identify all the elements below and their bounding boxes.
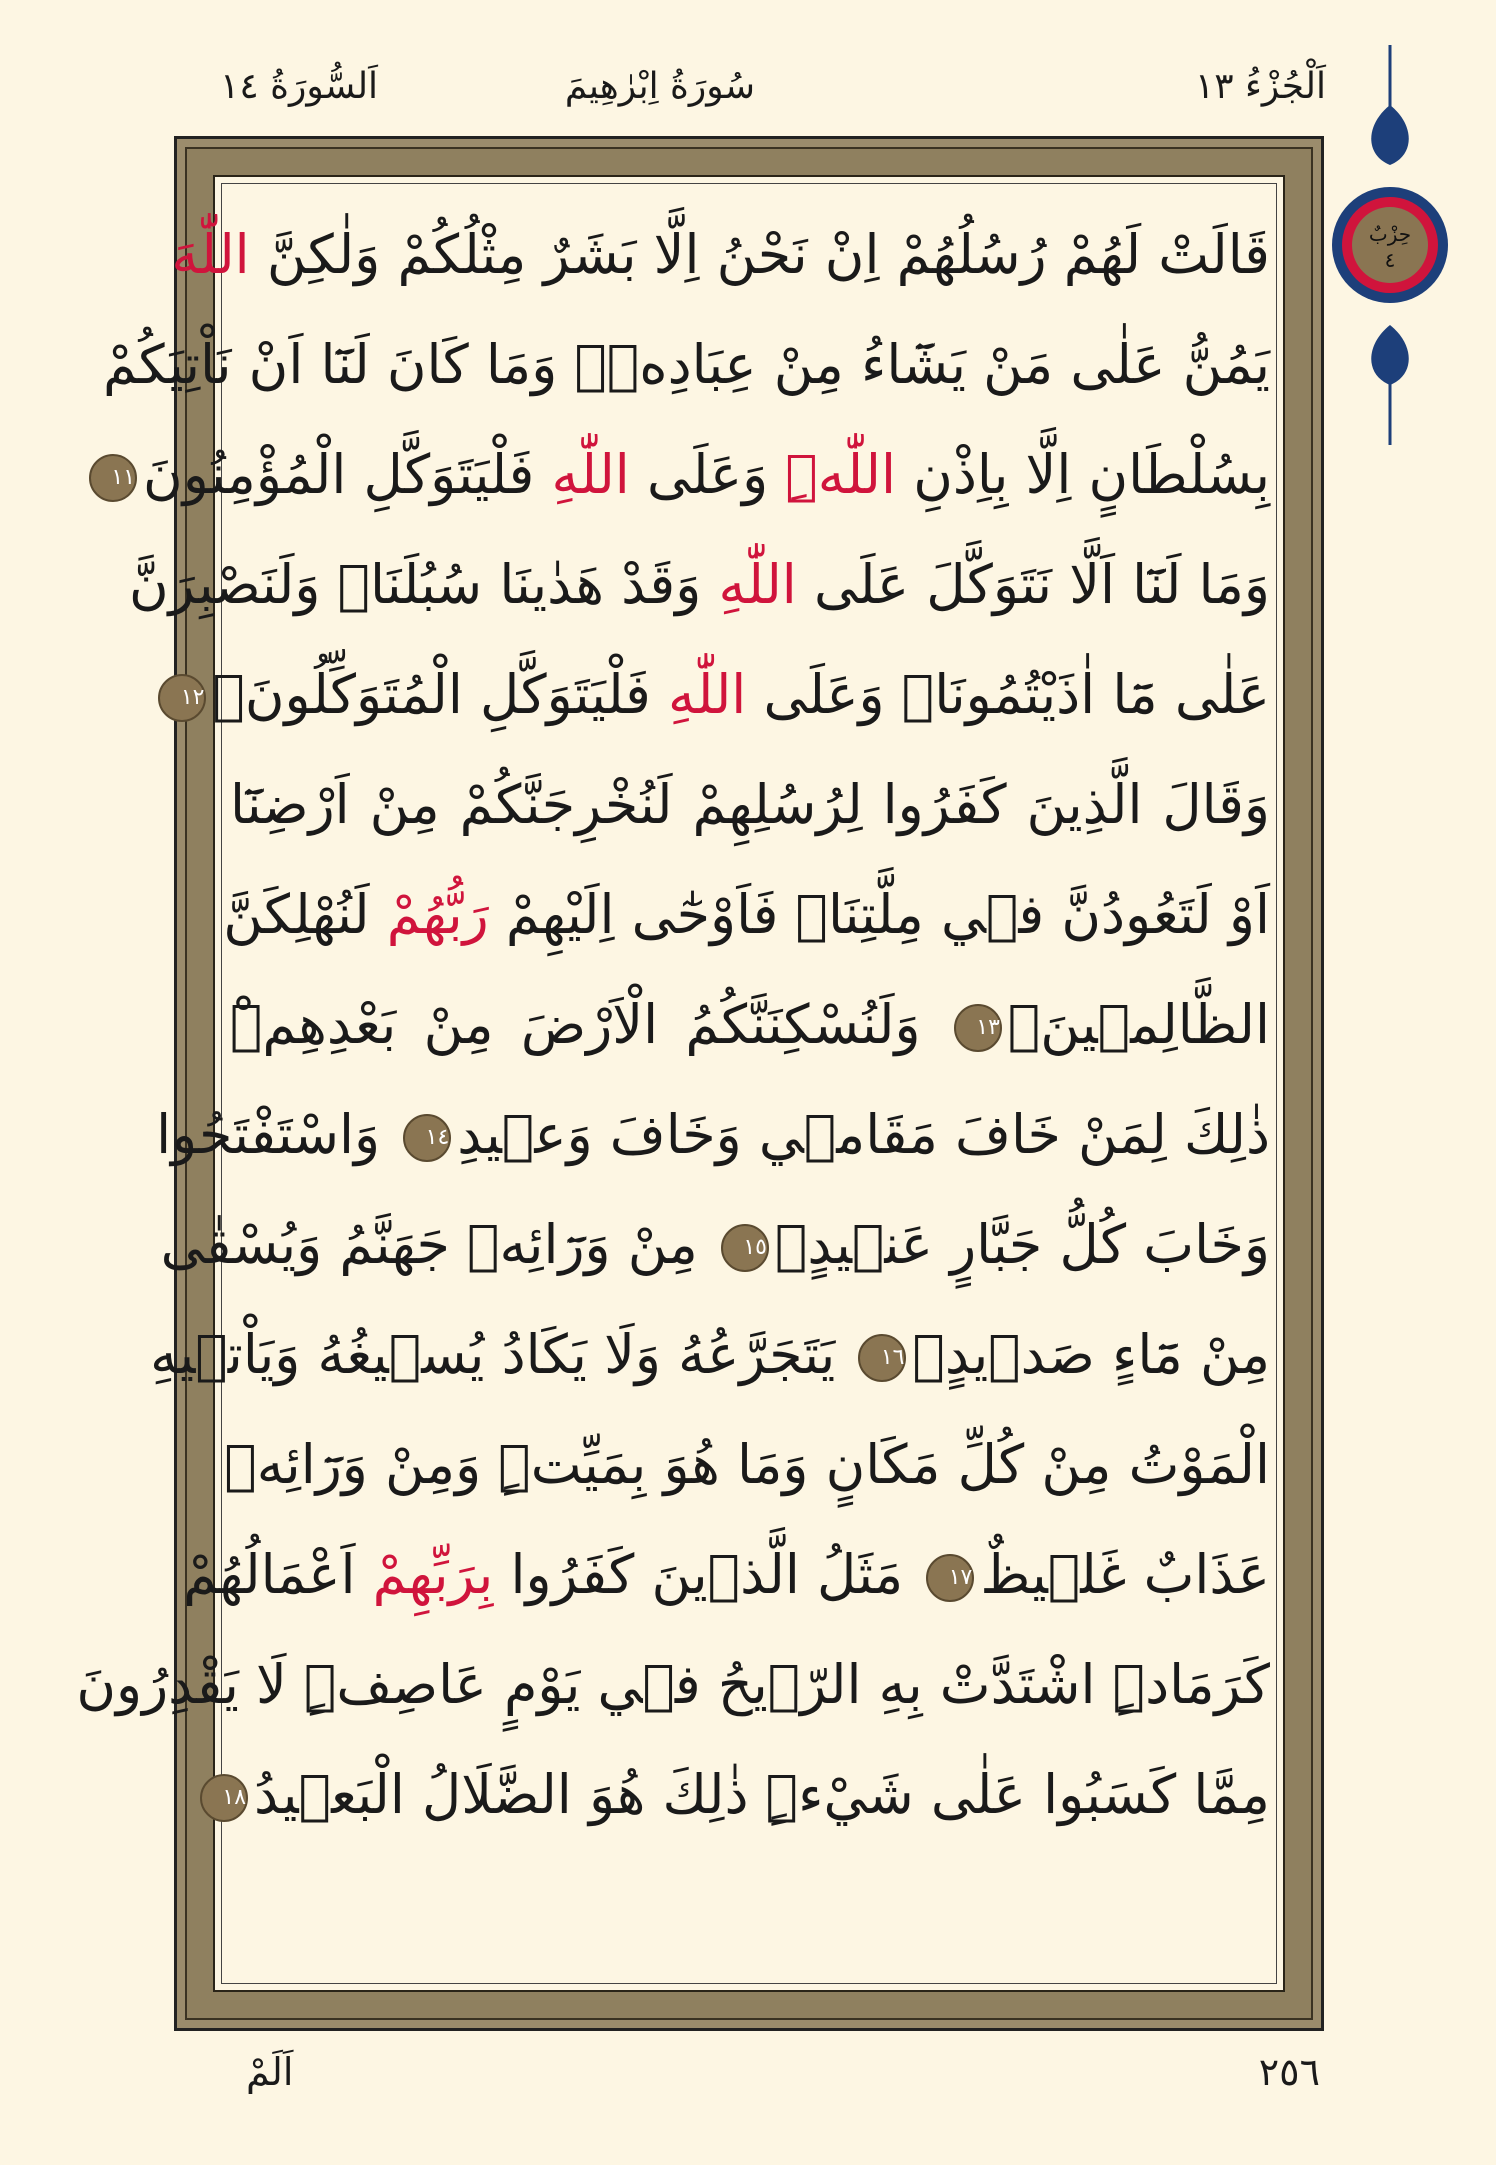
- text-line-12: الْمَوْتُ مِنْ كُلِّ مَكَانٍ وَمَا هُوَ بِمَيِّتٍۜ وَمِنْ وَرَٓائِهٖ: [224, 1433, 1270, 1496]
- next-page-word: اَلَمْ: [246, 2050, 294, 2094]
- text-line-4: وَمَا لَنَٓا اَلَّا نَتَوَكَّلَ عَلَى اللّٰهِ وَقَدْ هَدٰينَا سُبُلَنَاۜ وَلَنَصْبِرَنَّ: [129, 553, 1270, 616]
- text-line-1: قَالَتْ لَهُمْ رُسُلُهُمْ اِنْ نَحْنُ اِلَّا بَشَرٌ مِثْلُكُمْ وَلٰكِنَّ اللّٰهَ: [171, 223, 1270, 286]
- ayah-marker: ١٧: [926, 1554, 974, 1602]
- header-juz: اَلْجُزْءُ ١٣: [1194, 66, 1326, 107]
- ayah-marker: ١٢: [158, 674, 206, 722]
- ayah-marker: ١٥: [721, 1224, 769, 1272]
- text-line-7: اَوْ لَتَعُودُنَّ فٖي مِلَّتِنَاۜ فَاَوْحٰٓى اِلَيْهِمْ رَبُّهُمْ لَنُهْلِكَنَّ: [223, 883, 1270, 946]
- ayah-marker: ١٣: [954, 1004, 1002, 1052]
- text-line-11: مِنْ مَٓاءٍ صَدٖيدٍۙ١٦ يَتَجَرَّعُهُ وَلَا يَكَادُ يُسٖيغُهُ وَيَاْتٖيهِ: [150, 1323, 1270, 1386]
- text-line-14: كَرَمَادٍۨ اشْتَدَّتْ بِهِ الرّٖيحُ فٖي يَوْمٍ عَاصِفٍۜ لَا يَقْدِرُونَ: [76, 1653, 1270, 1716]
- text-line-13: عَذَابٌ غَلٖيظٌ١٧ مَثَلُ الَّذٖينَ كَفَرُوا بِرَبِّهِمْ اَعْمَالُهُمْ: [183, 1543, 1270, 1606]
- text-line-6: وَقَالَ الَّذِينَ كَفَرُوا لِرُسُلِهِمْ لَنُخْرِجَنَّكُمْ مِنْ اَرْضِنَٓا: [230, 773, 1270, 836]
- text-line-2: يَمُنُّ عَلٰى مَنْ يَشَٓاءُ مِنْ عِبَادِهٖۜ وَمَا كَانَ لَنَٓا اَنْ نَاْتِيَكُمْ: [102, 333, 1270, 396]
- hizb-ornament-icon: [1325, 45, 1455, 445]
- text-line-9: ذٰلِكَ لِمَنْ خَافَ مَقَامٖي وَخَافَ وَعٖيدِ١٤ وَاسْتَفْتَحُوا: [156, 1103, 1270, 1166]
- hizb-label: حِزْبٌ: [1368, 222, 1412, 246]
- ayah-marker: ١٨: [200, 1774, 248, 1822]
- text-line-15: مِمَّا كَسَبُوا عَلٰى شَيْءٍۜ ذٰلِكَ هُوَ الضَّلَالُ الْبَعٖيدُ١٨: [230, 1740, 1270, 1850]
- quran-text: [76, 200, 1270, 2000]
- text-line-5: عَلٰى مَٓا اٰذَيْتُمُونَاۜ وَعَلَى اللّٰهِ فَلْيَتَوَكَّلِ الْمُتَوَكِّلُونَ۟١٢: [230, 640, 1270, 750]
- text-line-10: وَخَابَ كُلُّ جَبَّارٍ عَنٖيدٍۙ١٥ مِنْ وَرَٓائِهٖ جَهَنَّمُ وَيُسْقٰى: [160, 1213, 1270, 1276]
- text-line-8: الظَّالِمٖينَۙ١٣ وَلَنُسْكِنَنَّكُمُ الْاَرْضَ مِنْ بَعْدِهِمْۜ: [230, 993, 1270, 1056]
- ayah-marker: ١١: [89, 454, 137, 502]
- header-surah-name: سُورَةُ اِبْرٰهِيمَ: [564, 66, 756, 107]
- header-surah-number: اَلسُّورَةُ ١٤: [220, 66, 379, 107]
- page-number: ٢٥٦: [1258, 2050, 1320, 2094]
- ayah-marker: ١٤: [403, 1114, 451, 1162]
- text-line-3: بِسُلْطَانٍ اِلَّا بِاِذْنِ اللّٰهِۜ وَعَلَى اللّٰهِ فَلْيَتَوَكَّلِ الْمُؤْمِنُونَ١١: [230, 420, 1270, 530]
- hizb-number: ٤: [1384, 248, 1396, 272]
- ayah-marker: ١٦: [858, 1334, 906, 1382]
